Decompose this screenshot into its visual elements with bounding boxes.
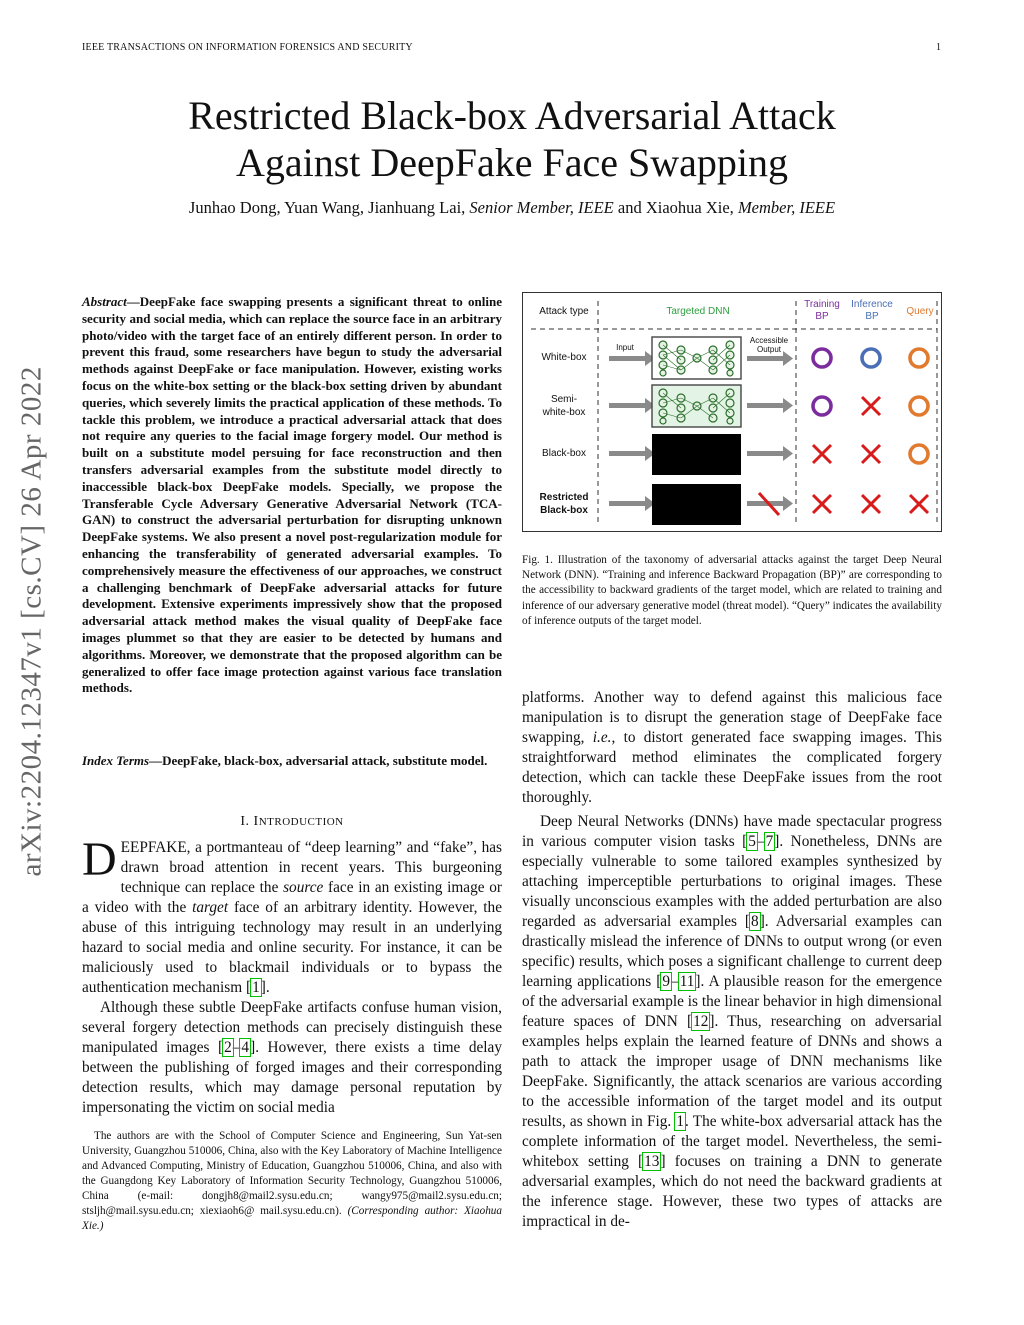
available-circle-icon: [910, 445, 928, 463]
right-p2-b: . Nonetheless, DNNs are especially vulnerable to some tailored examples synthesized by attaching imperceptible perturbations to original images. These visually unconscious examples with the added perturbation are also regarded as adversarial examples: [522, 833, 943, 930]
fig-row-restricted-line1: Restricted: [539, 492, 589, 503]
dnn-box-restricted: [652, 484, 741, 525]
index-terms: [82, 753, 502, 770]
footnote-text: The authors are with the School of Computer Science and Engineering, Sun Yat-sen University, Guangzhou 510006, China, also with the Key Laboratory of Machine Intelligence and Advanced Computing, Ministry of Education, Guangzhou 510006, China, and also with the Guangdong Key Laboratory of Information Security Technology, Guangzhou 510006, China (e-mail: dongjh8@mail2.sysu.edu.cn; wangy975@mail2.sysu.edu.cn; stsljh@mail.sysu.edu.cn; xiexiaoh6@ mail.sysu.edu.cn).: [82, 1130, 502, 1217]
unavailable-cross-icon: [813, 495, 831, 513]
output-arrow-white: [747, 356, 783, 361]
index-terms-text: —DeepFake, black-box, adversarial attack, substitute model.: [149, 753, 488, 768]
journal-header: IEEE TRANSACTIONS ON INFORMATION FORENSICS AND SECURITY: [82, 42, 413, 53]
available-circle-icon: [813, 349, 831, 367]
citation-dash: –: [671, 973, 679, 990]
fig-col-inference-bp: [846, 299, 898, 323]
right-column-text: [522, 688, 942, 1232]
fig-row-semi-white-box: [531, 393, 597, 419]
citation-link[interactable]: 4: [241, 1039, 250, 1056]
unavailable-cross-icon: [862, 397, 880, 415]
index-terms-label: Index Terms: [82, 753, 150, 768]
citation-link[interactable]: 1: [252, 979, 260, 996]
section-rest: NTRODUCTION: [258, 816, 344, 828]
citation-link[interactable]: 5: [748, 833, 756, 850]
citation-link[interactable]: 13: [644, 1153, 660, 1170]
caption-label: Fig. 1.: [522, 554, 553, 566]
fig-col-targeted-dnn: Targeted DNN: [666, 306, 730, 317]
intro-p1-c: face of an arbitrary identity. However, the abuse of this intriguing technology may result in an underlying hazard to social media and online security. For instance, it can be maliciously used to blackmail individuals or to bypass the authentication mechanism: [82, 899, 502, 996]
fig-accessible-line1: Accessible: [749, 336, 789, 345]
right-p2-c: . Adversarial examples can drastically mislead the inference of DNNs to output wrong (or even specific) results, which poses a significant challenge to current deep learning applications: [522, 913, 942, 990]
citation-link[interactable]: 11: [679, 973, 695, 990]
fig-row-black-box: [531, 448, 597, 459]
fig-input-label: Input: [616, 343, 634, 352]
section-heading: [82, 814, 502, 830]
fig-accessible-line2: Output: [756, 345, 781, 354]
intro-p2-a: Although these subtle DeepFake artifacts confuse human vision, several forgery detection methods can precisely distinguish these manipulated images: [82, 999, 502, 1056]
output-arrow-semi: [747, 403, 783, 408]
figure-1-caption: [522, 553, 942, 629]
available-circle-icon: [910, 349, 928, 367]
author-names: Junhao Dong, Yuan Wang, Jianhuang Lai,: [188, 198, 466, 217]
intro-p2-b: . However, there exists a time delay between the publishing of forged images and their corresponding detection results, which may damage personal reputation by impersonating the victim on social media: [82, 1039, 502, 1116]
author-list: [0, 198, 1024, 218]
right-ie: i.e.: [592, 729, 612, 746]
intro-target: target: [192, 899, 229, 916]
available-circle-icon: [862, 349, 880, 367]
unavailable-cross-icon: [862, 495, 880, 513]
paper-title: [0, 92, 1024, 186]
fig-col-attack-type: Attack type: [539, 306, 589, 317]
fig-col-inference-line1: Inference: [851, 299, 893, 310]
citation-link[interactable]: 2: [224, 1039, 232, 1056]
output-arrowhead-restricted: [783, 496, 793, 511]
fig-row-black-line1: Black-box: [542, 448, 586, 459]
available-circle-icon: [813, 397, 831, 415]
author-and: and Xiaohua Xie,: [617, 198, 734, 217]
footnote-corresponding: (Corresponding author: Xiaohua Xie.): [82, 1205, 502, 1232]
input-arrow-white: [609, 356, 645, 361]
right-p2-g: focuses on training a DNN to generate adversarial examples, which do not need the backward gradients at the inference stage. However, these two types of attacks are impractical in de-: [522, 1153, 942, 1230]
dnn-box-black: [652, 434, 741, 475]
dropcap: D: [82, 833, 117, 886]
intro-source: source: [283, 879, 324, 896]
fig-row-semi-line2: white-box: [542, 407, 586, 418]
output-arrowhead-black: [783, 446, 793, 461]
caption-text: Illustration of the taxonomy of adversarial attacks against the target Deep Neural Network (DNN). “Training and inference Backward Propagation (BP)” are corresponding to the accessibility to backward gradients of the target model, which are related to training and inference of our adversary generative model (threat model). “Query” indicates the availability of inference outputs of the target model.: [522, 554, 942, 627]
available-circle-icon: [910, 397, 928, 415]
section-first-letter: I: [253, 814, 259, 829]
right-p2-f: . The white-box adversarial attack has the complete information of the target model. Nevertheless, the semi-whitebox setting: [522, 1113, 942, 1170]
author-footnote: [82, 1129, 502, 1234]
citation-link[interactable]: 7: [765, 833, 774, 850]
right-p2-d: . A plausible reason for the emergence of the adversarial example is the linear behavior in high dimensional feature spaces of DNN: [522, 973, 943, 1030]
figure-1: [522, 292, 942, 532]
author-role-senior: Senior Member, IEEE: [469, 198, 614, 217]
abstract: [82, 294, 502, 697]
fig-accessible-output: [743, 336, 795, 354]
access-symbols: [813, 349, 928, 513]
input-arrow-restricted: [609, 501, 645, 506]
arxiv-stamp: arXiv:2204.12347v1 [cs.CV] 26 Apr 2022: [15, 366, 48, 877]
fig-row-restricted-line2: Black-box: [540, 505, 588, 516]
input-arrow-black: [609, 451, 645, 456]
intro-p1-b: face in an existing image or a video with the: [82, 879, 502, 916]
fig-col-training-line2: BP: [815, 311, 829, 322]
intro-p1-d: .: [265, 979, 270, 996]
fig-col-query: Query: [906, 306, 934, 317]
fig-row-white-line1: White-box: [541, 352, 587, 363]
right-paragraph-2: Deep Neural Networks (DNNs) have made spectacular progress in various computer vision tasks [5–7]. Nonetheless, DNNs are especially vulnerable to some tailored examples synthesized by attaching imperceptible perturbations to original images. These visually unconscious examples with the added perturbation are also regarded as adversarial examples [8]. Adversarial examples can drastically mislead the inference of DNNs to output wrong (or even specific) results, which poses a significant challenge to current deep learning applications [9–11]. A plausible reason for the emergence of the adversarial example is the linear behavior in high dimensional feature spaces of DNN [12]. Thus, researching on adversarial examples helps explain the learned feature of DNNs and shows a path to attack the improper usage of DNN mechanisms like DeepFake. Significantly, the attack scenarios are various according to the accessible information of the target model and its output results, as shown in Fig. 1. The white-box adversarial attack has the complete information of the target model. Nevertheless, the semi-whitebox setting [13] focuses on training a DNN to generate adversarial examples, which do not need the backward gradients at the inference stage. However, these two types of attacks are impractical in de-: [522, 813, 943, 1230]
citation-dash: –: [232, 1039, 241, 1056]
right-p1-a: platforms. Another way to defend against this malicious face manipulation is to disrupt the generation stage of DeepFake face swapping,: [522, 689, 942, 746]
fig-row-semi-line1: Semi-: [550, 394, 578, 405]
title-line-2: Against DeepFake Face Swapping: [235, 140, 789, 185]
author-role-member: Member, IEEE: [737, 198, 836, 217]
intro-p1-a: EEPFAKE, a portmanteau of “deep learning” and “fake”, has drawn broad attention in recent years. This burgeoning technique can replace the: [120, 839, 502, 896]
citation-link[interactable]: 8: [751, 913, 759, 930]
abstract-label: Abstract: [82, 294, 127, 309]
unavailable-cross-icon: [813, 445, 831, 463]
section-numeral: I.: [240, 814, 250, 829]
fig-col-training-bp: [798, 299, 846, 323]
output-arrow-black: [747, 451, 783, 456]
intro-text: [82, 833, 502, 1118]
fig-col-inference-line2: BP: [865, 311, 879, 322]
fig-col-training-line1: Training: [804, 299, 840, 310]
citation-link[interactable]: 12: [693, 1013, 709, 1030]
fig-row-white-box: [531, 352, 597, 363]
right-p1-b: , to distort generated face swapping images. This straightforward method eliminates the complicated forgery detection, which can tackle these DeepFake issues from the root thoroughly.: [522, 729, 942, 806]
figure-link[interactable]: 1: [676, 1113, 685, 1130]
right-p2-e: . Thus, researching on adversarial examples helps explain the learned feature of DNNs and shows a path to attack the improper usage of DNN mechanisms like DeepFake. Significantly, the attack scenarios are various according to the accessible information of the target model and its output results, as shown in Fig.: [522, 1013, 943, 1130]
title-line-1: Restricted Black-box Adversarial Attack: [188, 93, 836, 138]
right-p2-a: Deep Neural Networks (DNNs) have made spectacular progress in various computer vision tasks: [522, 813, 942, 850]
abstract-text: —DeepFake face swapping presents a significant threat to online security and social media, which can replace the source face in an arbitrary photo/video with the target face of an entirely different person. In order to prevent this fraud, some researchers have begun to study the adversarial methods against DeepFake or face manipulation. However, existing works focus on the white-box setting or the black-box setting driven by abundant queries, which severely limits the practical application of these methods. To tackle this problem, we introduce a practical adversarial attack that does not require any queries to the facial image forgery model. Our method is built on a substitute model persuing for face reconstruction and then transfers adversarial examples from the substitute model directly to inaccessible black-box DeepFake models. Specially, we propose the Transferable Cycle Adversary Generative Adversarial Network (TCA-GAN) to construct the adversarial perturbation for disrupting unknown DeepFake systems. We also present a novel post-regularization module for enhancing the transferability of generated adversarial examples. To comprehensively measure the effectiveness of our approaches, we construct a challenging benchmark of DeepFake adversarial attacks for future development. Extensive experiments impressively show that the proposed adversarial attack method makes the visual quality of DeepFake face images plummet so that they are easier to be detected by humans and algorithms. Moreover, we demonstrate that the proposed algorithm can be generalized to offer face image protection against various face translation methods.: [82, 294, 502, 696]
input-arrow-semi: [609, 403, 645, 408]
output-arrowhead-semi: [783, 398, 793, 413]
intro-paragraph-1: DEEPFAKE, a portmanteau of “deep learning” and “fake”, has drawn broad attention in recent years. This burgeoning technique can replace the source face in an existing image or a video with the target face of an arbitrary identity. However, the abuse of this intriguing technology may result in an underlying hazard to social media and online security. For instance, it can be maliciously used to blackmail individuals or to bypass the authentication mechanism [1].: [82, 833, 502, 996]
page-number: 1: [936, 42, 942, 53]
citation-dash: –: [756, 833, 765, 850]
fig-row-restricted: [531, 491, 597, 517]
unavailable-cross-icon: [910, 495, 928, 513]
intro-paragraph-2: Although these subtle DeepFake artifacts confuse human vision, several forgery detection methods can precisely distinguish these manipulated images [2–4]. However, there exists a time delay between the publishing of forged images and their corresponding detection results, which may damage personal reputation by impersonating the victim on social media: [82, 999, 502, 1116]
right-paragraph-1: [522, 688, 942, 808]
citation-link[interactable]: 9: [662, 973, 671, 990]
unavailable-cross-icon: [862, 445, 880, 463]
